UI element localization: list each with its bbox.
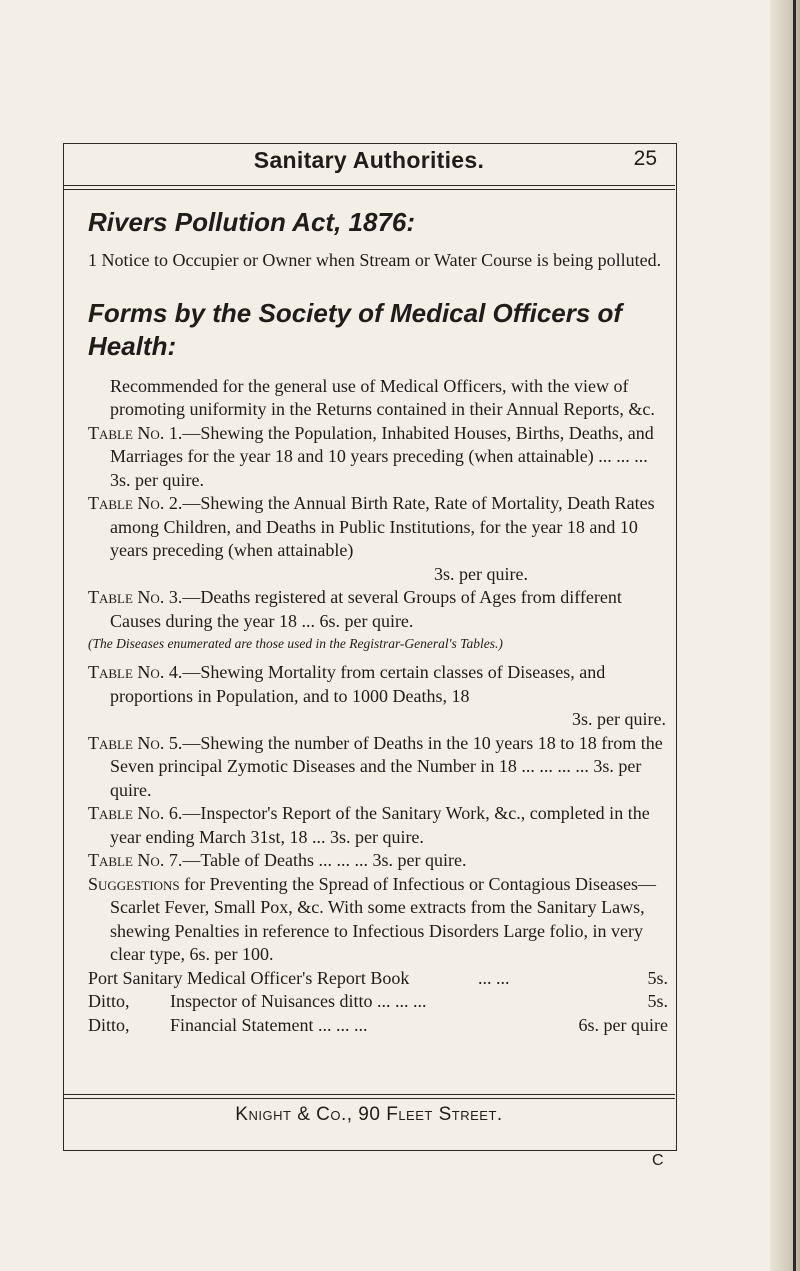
book-row — [88, 1014, 668, 1038]
suggestions-label: Suggestions — [88, 873, 180, 894]
table-label: Table No. 6. — [88, 803, 183, 823]
table-label: Table No. 3. — [88, 587, 183, 607]
table-text: —Deaths registered at several Groups of Ages from different Causes during the year 18 ... — [110, 587, 622, 631]
book-desc: Financial Statement ... ... ... — [170, 1014, 368, 1035]
book-price: 5s. — [647, 991, 668, 1011]
table-entry — [88, 492, 668, 563]
header-rule-2 — [63, 189, 675, 190]
price: 6s. per quire. — [319, 610, 414, 631]
section-heading: Rivers Pollution Act, 1876: — [88, 207, 416, 237]
running-header — [63, 143, 675, 185]
table-label: Table No. 4. — [88, 662, 183, 682]
table-label: Table No. 2. — [88, 493, 183, 513]
page-edge — [770, 0, 800, 1271]
price: 3s. per quire. — [372, 850, 467, 870]
suggestions-entry — [88, 873, 668, 967]
price: 3s. per quire. — [572, 709, 666, 729]
table-text: —Inspector's Report of the Sanitary Work, &c., completed in the year ending March 31st, 18 ... — [110, 803, 650, 847]
book-row — [88, 990, 668, 1014]
book-title: Ditto, — [88, 1014, 130, 1035]
price: 3s. per quire. — [110, 756, 642, 800]
table-note: (The Diseases enumerated are those used in the Registrar-General's Tables.) — [88, 636, 503, 651]
book-title: Port Sanitary Medical Officer's Report Book — [88, 967, 410, 988]
table-entry — [88, 422, 668, 493]
suggestions-text: for Preventing the Spread of Infectious or Contagious Diseases—Scarlet Fever, Small Pox, &c. With some extracts from the Sanitary Laws, shewing Penalties in reference to Infectious Disorders Large folio, in very clear type, 6s. per 100. — [110, 873, 657, 964]
book-title: Ditto, — [88, 991, 130, 1011]
table-label: Table No. 5. — [88, 732, 183, 753]
table-text: —Shewing the Population, Inhabited Houses, Births, Deaths, and Marriages for the year 18 and 10 years preceding (when attainable) ... ... ... — [110, 422, 654, 466]
table-text: —Table of Deaths ... ... ... — [182, 850, 369, 870]
table-entry — [88, 586, 668, 633]
table-label: Table No. 7. — [88, 850, 183, 870]
footer-rule-2 — [63, 1098, 675, 1099]
footer-rule — [63, 1094, 675, 1095]
main-content — [88, 206, 668, 1037]
book-price: 5s. — [647, 967, 668, 988]
table-text: —Shewing the Annual Birth Rate, Rate of Mortality, Death Rates among Children, and Deaths in Public Institutions, for the year 18 and 10 years preceding (when attainable) — [110, 493, 655, 560]
book-row — [88, 967, 668, 991]
table-entry — [88, 661, 668, 708]
page-title: Sanitary Authorities. — [253, 147, 485, 173]
price: 3s. per quire. — [434, 563, 528, 584]
table-text: —Shewing the number of Deaths in the 10 years 18 to 18 from the Seven principal Zymotic Diseases and the Number in 18 ... ... ... ... — [110, 732, 663, 776]
notice-item: 1 Notice to Occupier or Owner when Stream or Water Course is being polluted. — [88, 250, 662, 270]
table-entry — [88, 849, 668, 873]
book-price: 6s. per quire — [578, 1014, 668, 1035]
table-entry — [88, 802, 668, 849]
table-entry — [88, 732, 668, 803]
page-number: 25 — [633, 147, 657, 170]
price: 3s. per quire. — [329, 826, 424, 847]
book-dots: ... ... — [478, 967, 510, 988]
header-rule — [63, 185, 675, 186]
section-heading: Forms by the Society of Medical Officers of Health: — [88, 297, 623, 361]
book-desc: Inspector of Nuisances ditto ... ... ... — [170, 991, 427, 1011]
signature-mark: C — [652, 1152, 664, 1169]
table-label: Table No. 1. — [88, 422, 183, 443]
intro-paragraph: Recommended for the general use of Medical Officers, with the view of promoting uniformity in the Returns contained in their Annual Reports, &c. — [110, 375, 655, 419]
price: 3s. per quire. — [110, 469, 204, 490]
publisher-imprint: Knight & Co., 90 Fleet Street. — [235, 1104, 503, 1125]
table-text: —Shewing Mortality from certain classes of Diseases, and proportions in Population, and to 1000 Deaths, 18 — [110, 662, 606, 706]
